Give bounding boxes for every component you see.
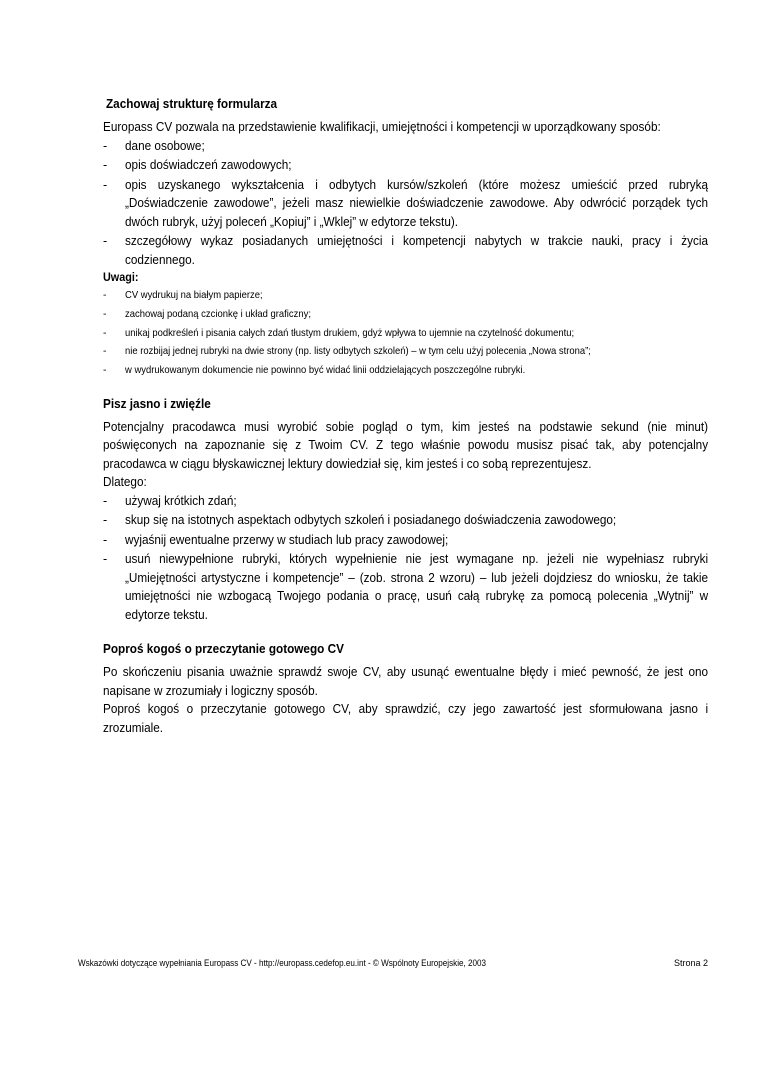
notes-title: Uwagi:: [103, 272, 139, 284]
list-item: - unikaj podkreśleń i pisania całych zdań tłustym drukiem, gdyż wpływa to ujemnie na czytelność dokumentu;: [103, 324, 708, 343]
dash-bullet: -: [103, 552, 108, 567]
dash-bullet: -: [103, 364, 107, 377]
list-item: - wyjaśnij ewentualne przerwy w studiach lub pracy zawodowej;: [103, 531, 708, 550]
list-item: - zachowaj podaną czcionkę i układ graficzny;: [103, 305, 708, 324]
dash-bullet: -: [103, 307, 107, 320]
dash-bullet: -: [103, 532, 108, 547]
section-heading-clarity: Pisz jasno i zwięźle: [103, 396, 211, 411]
list-item: - opis doświadczeń zawodowych;: [103, 156, 708, 175]
review-paragraph-2: Poproś kogoś o przeczytanie gotowego CV, aby sprawdzić, czy jego zawartość jest sformułowana jasno i zrozumiale.: [103, 702, 709, 735]
dash-bullet: -: [103, 158, 108, 172]
structure-intro: Europass CV pozwala na przedstawienie kwalifikacji, umiejętności i kompetencji w uporządkowany sposób:: [103, 120, 661, 134]
dash-bullet: -: [103, 177, 108, 192]
list-item: - CV wydrukuj na białym papierze;: [103, 286, 708, 305]
list-item: - usuń niewypełnione rubryki, których wypełnienie nie jest wymagane np. jeżeli nie wypełniasz rubryki „Umiejętności artystyczne i kompetencje” – (zob. strona 2 wzoru) – lub jeżeli dojdziesz do wniosku, że takie umiejętności nie wzbogacą Twojego podania o pracę, usuń całą rubrykę za pomocą polecenia „Wytnij” w edytorze tekstu.: [103, 552, 709, 622]
section-heading-structure: Zachowaj strukturę formularza: [106, 97, 278, 111]
notes-list: [103, 286, 708, 380]
dash-bullet: -: [103, 513, 108, 528]
dash-bullet: -: [103, 493, 108, 508]
dash-bullet: -: [103, 326, 107, 339]
list-item: - opis uzyskanego wykształcenia i odbytych kursów/szkoleń (które możesz umieścić przed rubryką „Doświadczenie zawodowe”, jeżeli masz niewielkie doświadczenie zawodowe. Aby odwrócić porządek tych dwóch rubryk, użyj poleceń „Kopiuj” i „Wklej” w edytorze tekstu).: [103, 177, 709, 229]
clarity-list: [103, 492, 708, 625]
list-item: - dane osobowe;: [103, 137, 708, 156]
dash-bullet: -: [103, 289, 107, 301]
list-item: - skup się na istotnych aspektach odbytych szkoleń i posiadanego doświadczenia zawodowego;: [103, 511, 708, 530]
document-body: [103, 96, 708, 737]
dash-bullet: -: [103, 234, 108, 248]
list-item: - szczegółowy wykaz posiadanych umiejętności i kompetencji nabytych w trakcie nauki, pracy i życia codziennego.: [103, 234, 709, 267]
section-heading-review: Poproś kogoś o przeczytanie gotowego CV: [103, 642, 344, 657]
page-number: Strona 2: [673, 958, 708, 968]
section-review: [103, 641, 708, 737]
clarity-lead: Dlatego:: [103, 475, 147, 490]
section-structure: [103, 96, 708, 380]
list-item: - używaj krótkich zdań;: [103, 492, 708, 511]
section-clarity: [103, 396, 708, 625]
dash-bullet: -: [103, 345, 107, 358]
list-item: - nie rozbijaj jednej rubryki na dwie strony (np. listy odbytych szkoleń) – w tym celu użyj polecenia „Nowa strona”;: [103, 342, 708, 361]
clarity-intro: Potencjalny pracodawca musi wyrobić sobie pogląd o tym, kim jesteś na podstawie sekund (nie minut) poświęconych na zapoznanie się z Twoim CV. Z tego właśnie powodu musisz pisać tak, aby potencjalny pracodawca w ciągu błyskawicznej lektury dowiedział się, kim jesteś i co sobą reprezentujesz.: [103, 419, 709, 471]
structure-list: [103, 137, 708, 270]
list-item: - w wydrukowanym dokumencie nie powinno być widać linii oddzielających poszczególne rubryki.: [103, 361, 708, 380]
review-paragraph-1: Po skończeniu pisania uważnie sprawdź swoje CV, aby usunąć ewentualne błędy i mieć pewność, że jest ono napisane w zrozumiały i logiczny sposób.: [103, 665, 709, 698]
footer-source: Wskazówki dotyczące wypełniania Europass CV - http://europass.cedefop.eu.int - © Wspólnoty Europejskie, 2003: [78, 958, 487, 968]
dash-bullet: -: [103, 138, 108, 153]
